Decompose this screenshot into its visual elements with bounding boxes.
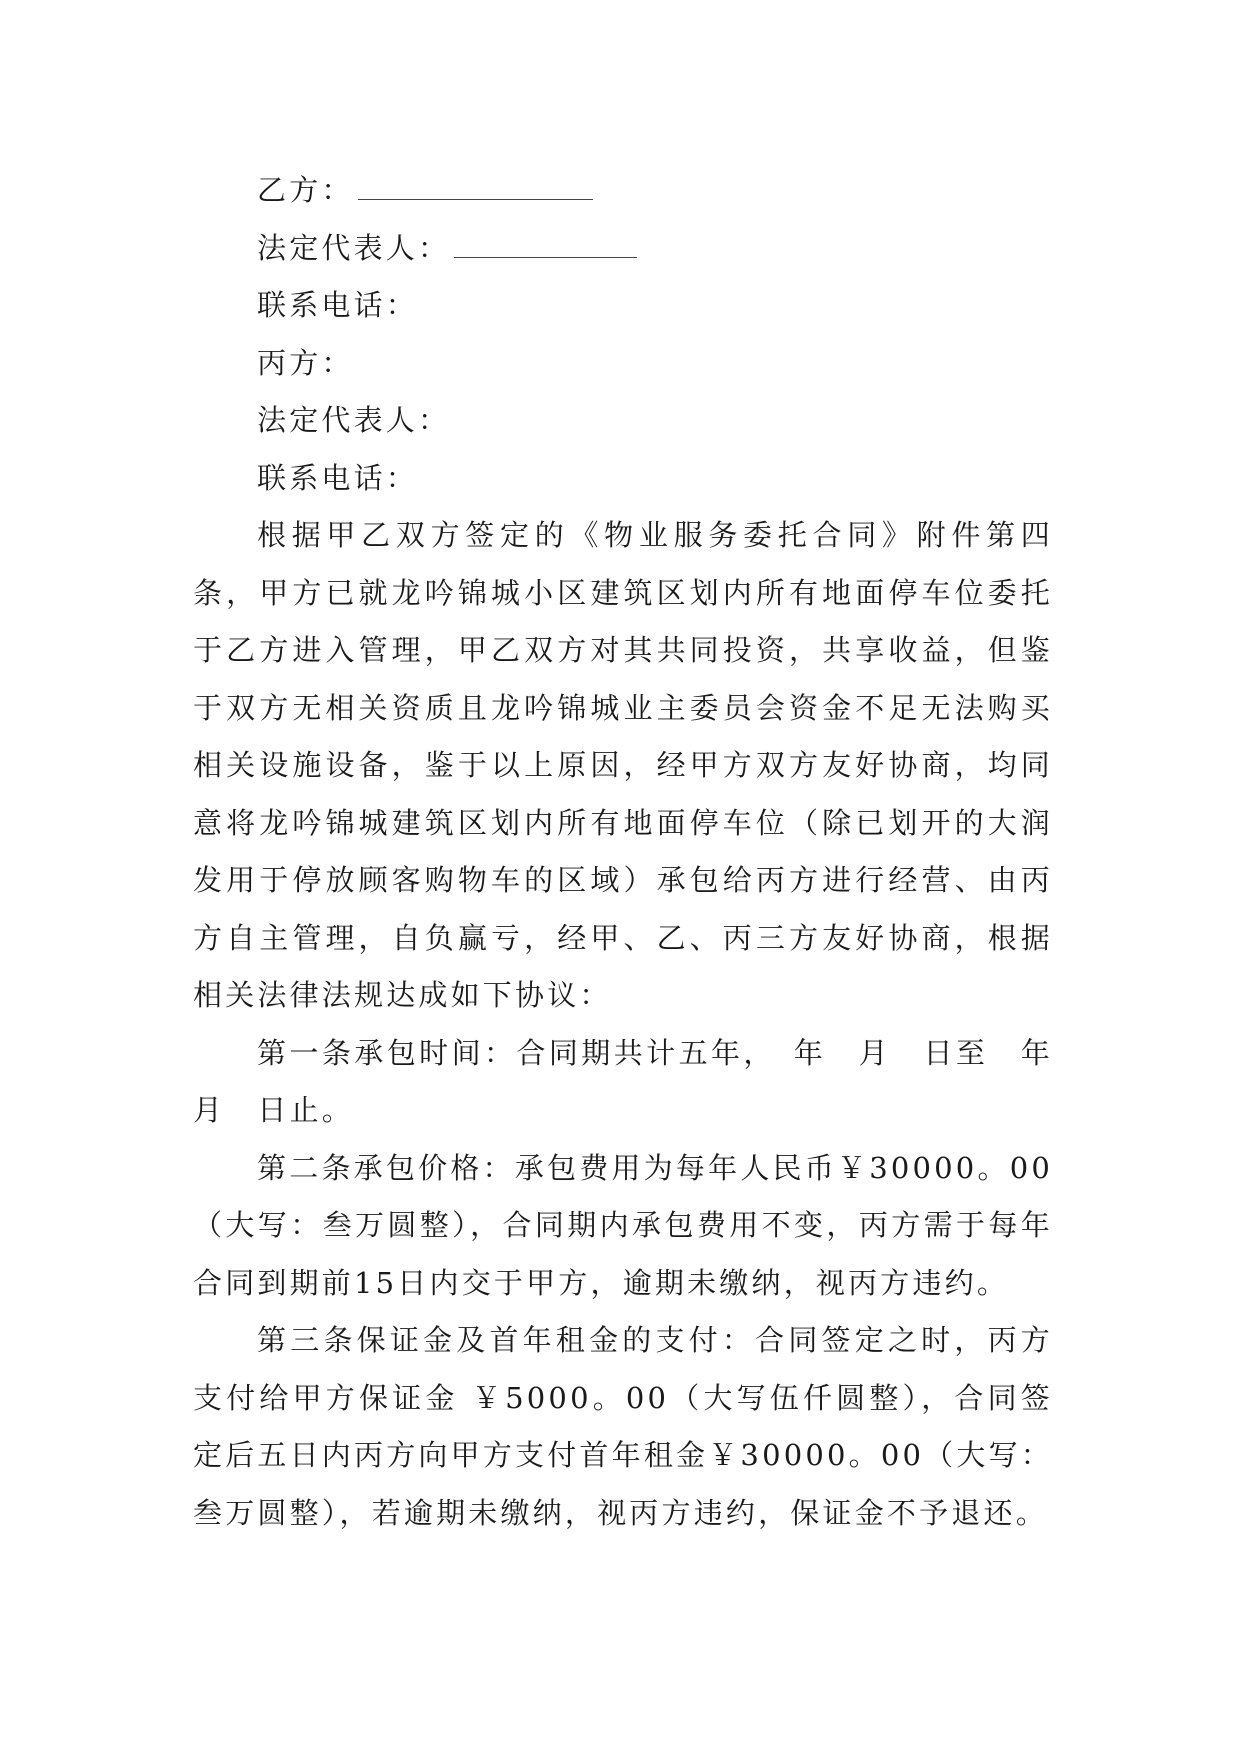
party-b-phone-label: 联系电话： (257, 288, 419, 322)
party-b-rep-label: 法定代表人： (257, 230, 451, 265)
article-2-price: 第二条承包价格：承包费用为每年人民币￥30000。00（大写：叁万圆整），合同期内承包费用不变，丙方需于每年合同到期前15日内交于甲方，逾期未缴纳，视丙方违约。 (193, 1150, 1053, 1300)
party-b-blank (358, 165, 593, 200)
party-b-rep-blank (454, 223, 637, 258)
party-c-line (193, 335, 1053, 393)
contract-body (193, 162, 1086, 1542)
party-b-phone-line (193, 277, 1053, 335)
party-c-rep-line (193, 392, 1053, 450)
party-b-line (193, 162, 1053, 220)
party-c-phone-label: 联系电话： (257, 460, 419, 495)
party-c-phone-line (193, 450, 1053, 508)
party-c-rep-label: 法定代表人： (257, 403, 451, 437)
party-b-label: 乙方： (257, 173, 354, 207)
party-c-label: 丙方： (257, 345, 354, 380)
article-1-term: 第一条承包时间：合同期共计五年， 年 月 日至 年 月 日止。 (193, 1035, 1086, 1127)
article-3-deposit: 第三条保证金及首年租金的支付：合同签定之时，丙方支付给甲方保证金 ￥5000。00（大写伍仟圆整），合同签定后五日内丙方向甲方支付首年租金￥30000。00（大写：叁万圆整），若逾期未缴纳，视丙方违约，保证金不予退还。 (193, 1323, 1053, 1530)
party-b-rep-line (193, 220, 1053, 278)
preamble-paragraph: 根据甲乙双方签定的《物业服务委托合同》附件第四条，甲方已就龙吟锦城小区建筑区划内所有地面停车位委托于乙方进入管理，甲乙双方对其共同投资，共享收益，但鉴于双方无相关资质且龙吟锦城业主委员会资金不足无法购买相关设施设备，鉴于以上原因，经甲方双方友好协商，均同意将龙吟锦城建筑区划内所有地面停车位（除已划开的大润发用于停放顾客购物车的区域）承包给丙方进行经营、由丙方自主管理，自负赢亏，经甲、乙、丙三方友好协商，根据相关法律法规达成如下协议： (193, 518, 1053, 1012)
